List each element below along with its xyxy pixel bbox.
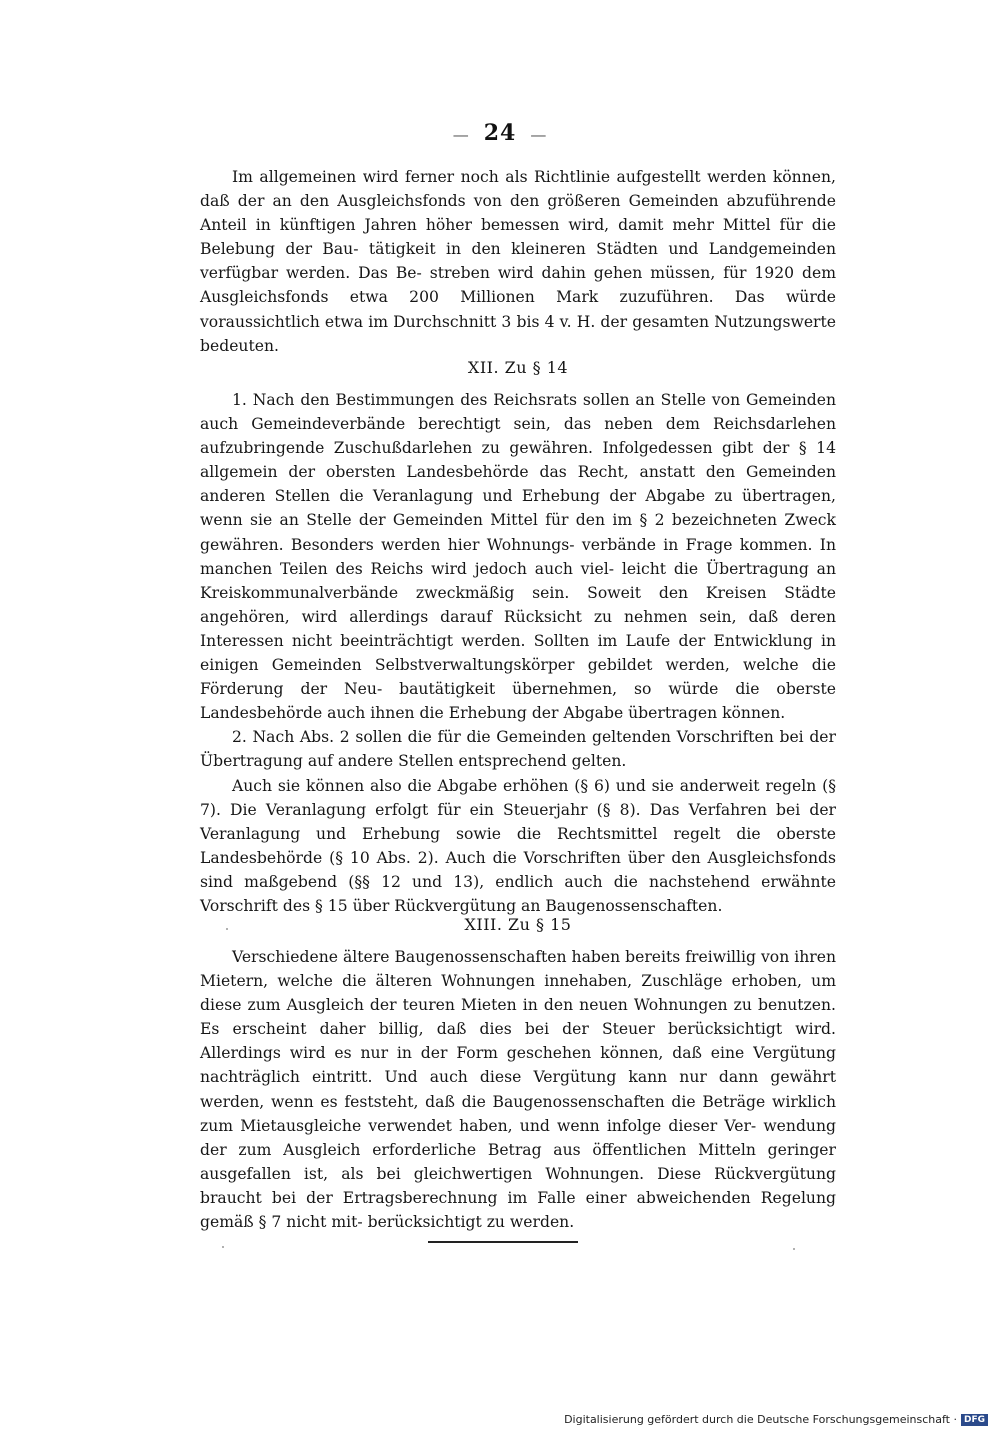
page-number: 24 — [483, 120, 517, 146]
digitization-footer — [564, 1413, 988, 1426]
section-xii-body — [200, 388, 836, 918]
intro-paragraph: Im allgemeinen wird ferner noch als Richtlinie aufgestellt werden können, daß der an den Ausgleichsfonds von den größeren Gemeinden abzuführende Anteil in künftigen Jahren höher bemessen wird, damit mehr Mittel für die Belebung der Bau- tätigkeit in den kleineren Städten und Landgemeinden verfügbar werden. Das Be- streben wird dahin gehen müssen, für 1920 dem Ausgleichsfonds etwa 200 Millionen Mark zuzuführen. Das würde voraussichtlich etwa im Durchschnitt 3 bis 4 v. H. der gesamten Nutzungswerte bedeuten. — [200, 168, 836, 355]
page-number-dash-left: — — [452, 125, 470, 144]
section-xii-paragraph-2: 2. Nach Abs. 2 sollen die für die Gemeinden geltenden Vorschriften bei der Übertragung auf andere Stellen entsprechend gelten. — [200, 728, 836, 771]
page-number-line — [0, 120, 1000, 146]
footer-text: Digitalisierung gefördert durch die Deutsche Forschungsgemeinschaft · — [564, 1413, 957, 1426]
scan-speck — [793, 1248, 795, 1250]
dfg-logo: DFG — [961, 1414, 988, 1426]
section-xii-paragraph-3: Auch sie können also die Abgabe erhöhen (§ 6) und sie anderweit regeln (§ 7). Die Veranlagung erfolgt für ein Steuerjahr (§ 8). Das Verfahren bei der Veranlagung und Erhebung sowie die Rechtsmittel regelt die oberste Landesbehörde (§ 10 Abs. 2). Auch die Vorschriften über den Ausgleichsfonds sind maßgebend (§§ 12 und 13), endlich auch die nachstehend erwähnte Vorschrift des § 15 über Rückvergütung an Baugenossenschaften. — [200, 776, 836, 915]
section-xiii-body — [200, 945, 836, 1234]
intro-block — [200, 165, 836, 358]
section-xiii-paragraph-1: Verschiedene ältere Baugenossenschaften haben bereits freiwillig von ihren Mietern, welche die älteren Wohnungen innehaben, Zuschläge erhoben, um diese zum Ausgleich der teuren Mieten in den neuen Wohnungen zu benutzen. Es erscheint daher billig, daß dies bei der Steuer berücksichtigt wird. Allerdings wird es nur in der Form geschehen können, daß eine Vergütung nachträglich eintritt. Und auch diese Vergütung kann nur dann gewährt werden, wenn es feststeht, daß die Baugenossenschaften die Beträge wirklich zum Mietausgleiche verwendet haben, und wenn infolge dieser Ver- wendung der zum Ausgleich erforderliche Betrag aus öffentlichen Mitteln geringer ausgefallen ist, als bei gleichwertigen Wohnungen. Diese Rückvergütung braucht bei der Ertragsberechnung im Falle einer abweichenden Regelung gemäß § 7 nicht mit- berücksichtigt zu werden. — [200, 948, 836, 1232]
section-xii-paragraph-1: 1. Nach den Bestimmungen des Reichsrats sollen an Stelle von Gemeinden auch Gemeindeverbände berechtigt sein, das neben dem Reichsdarlehen aufzubringende Zuschußdarlehen zu gewähren. Infolgedessen gibt der § 14 allgemein der obersten Landesbehörde das Recht, anstatt den Gemeinden anderen Stellen die Veranlagung und Erhebung der Abgabe zu übertragen, wenn sie an Stelle der Gemeinden Mittel für den im § 2 bezeichneten Zweck gewähren. Besonders werden hier Wohnungs- verbände in Frage kommen. In manchen Teilen des Reichs wird jedoch auch viel- leicht die Übertragung an Kreiskommunalverbände zweckmäßig sein. Soweit den Kreisen Städte angehören, wird allerdings darauf Rücksicht zu nehmen sein, daß deren Interessen nicht beeinträchtigt werden. Sollten im Laufe der Entwicklung in einigen Gemeinden Selbstverwaltungskörper gebildet werden, welche die Förderung der Neu- bautätigkeit übernehmen, so würde die oberste Landesbehörde auch ihnen die Erhebung der Abgabe übertragen können. — [200, 391, 836, 723]
scan-speck — [222, 1246, 224, 1248]
section-xiii-heading: XIII. Zu § 15 — [464, 915, 572, 934]
section-xii-heading: XII. Zu § 14 — [467, 358, 569, 377]
page-number-dash-right: — — [530, 125, 548, 144]
closing-rule — [428, 1241, 578, 1243]
scan-speck — [226, 928, 228, 930]
